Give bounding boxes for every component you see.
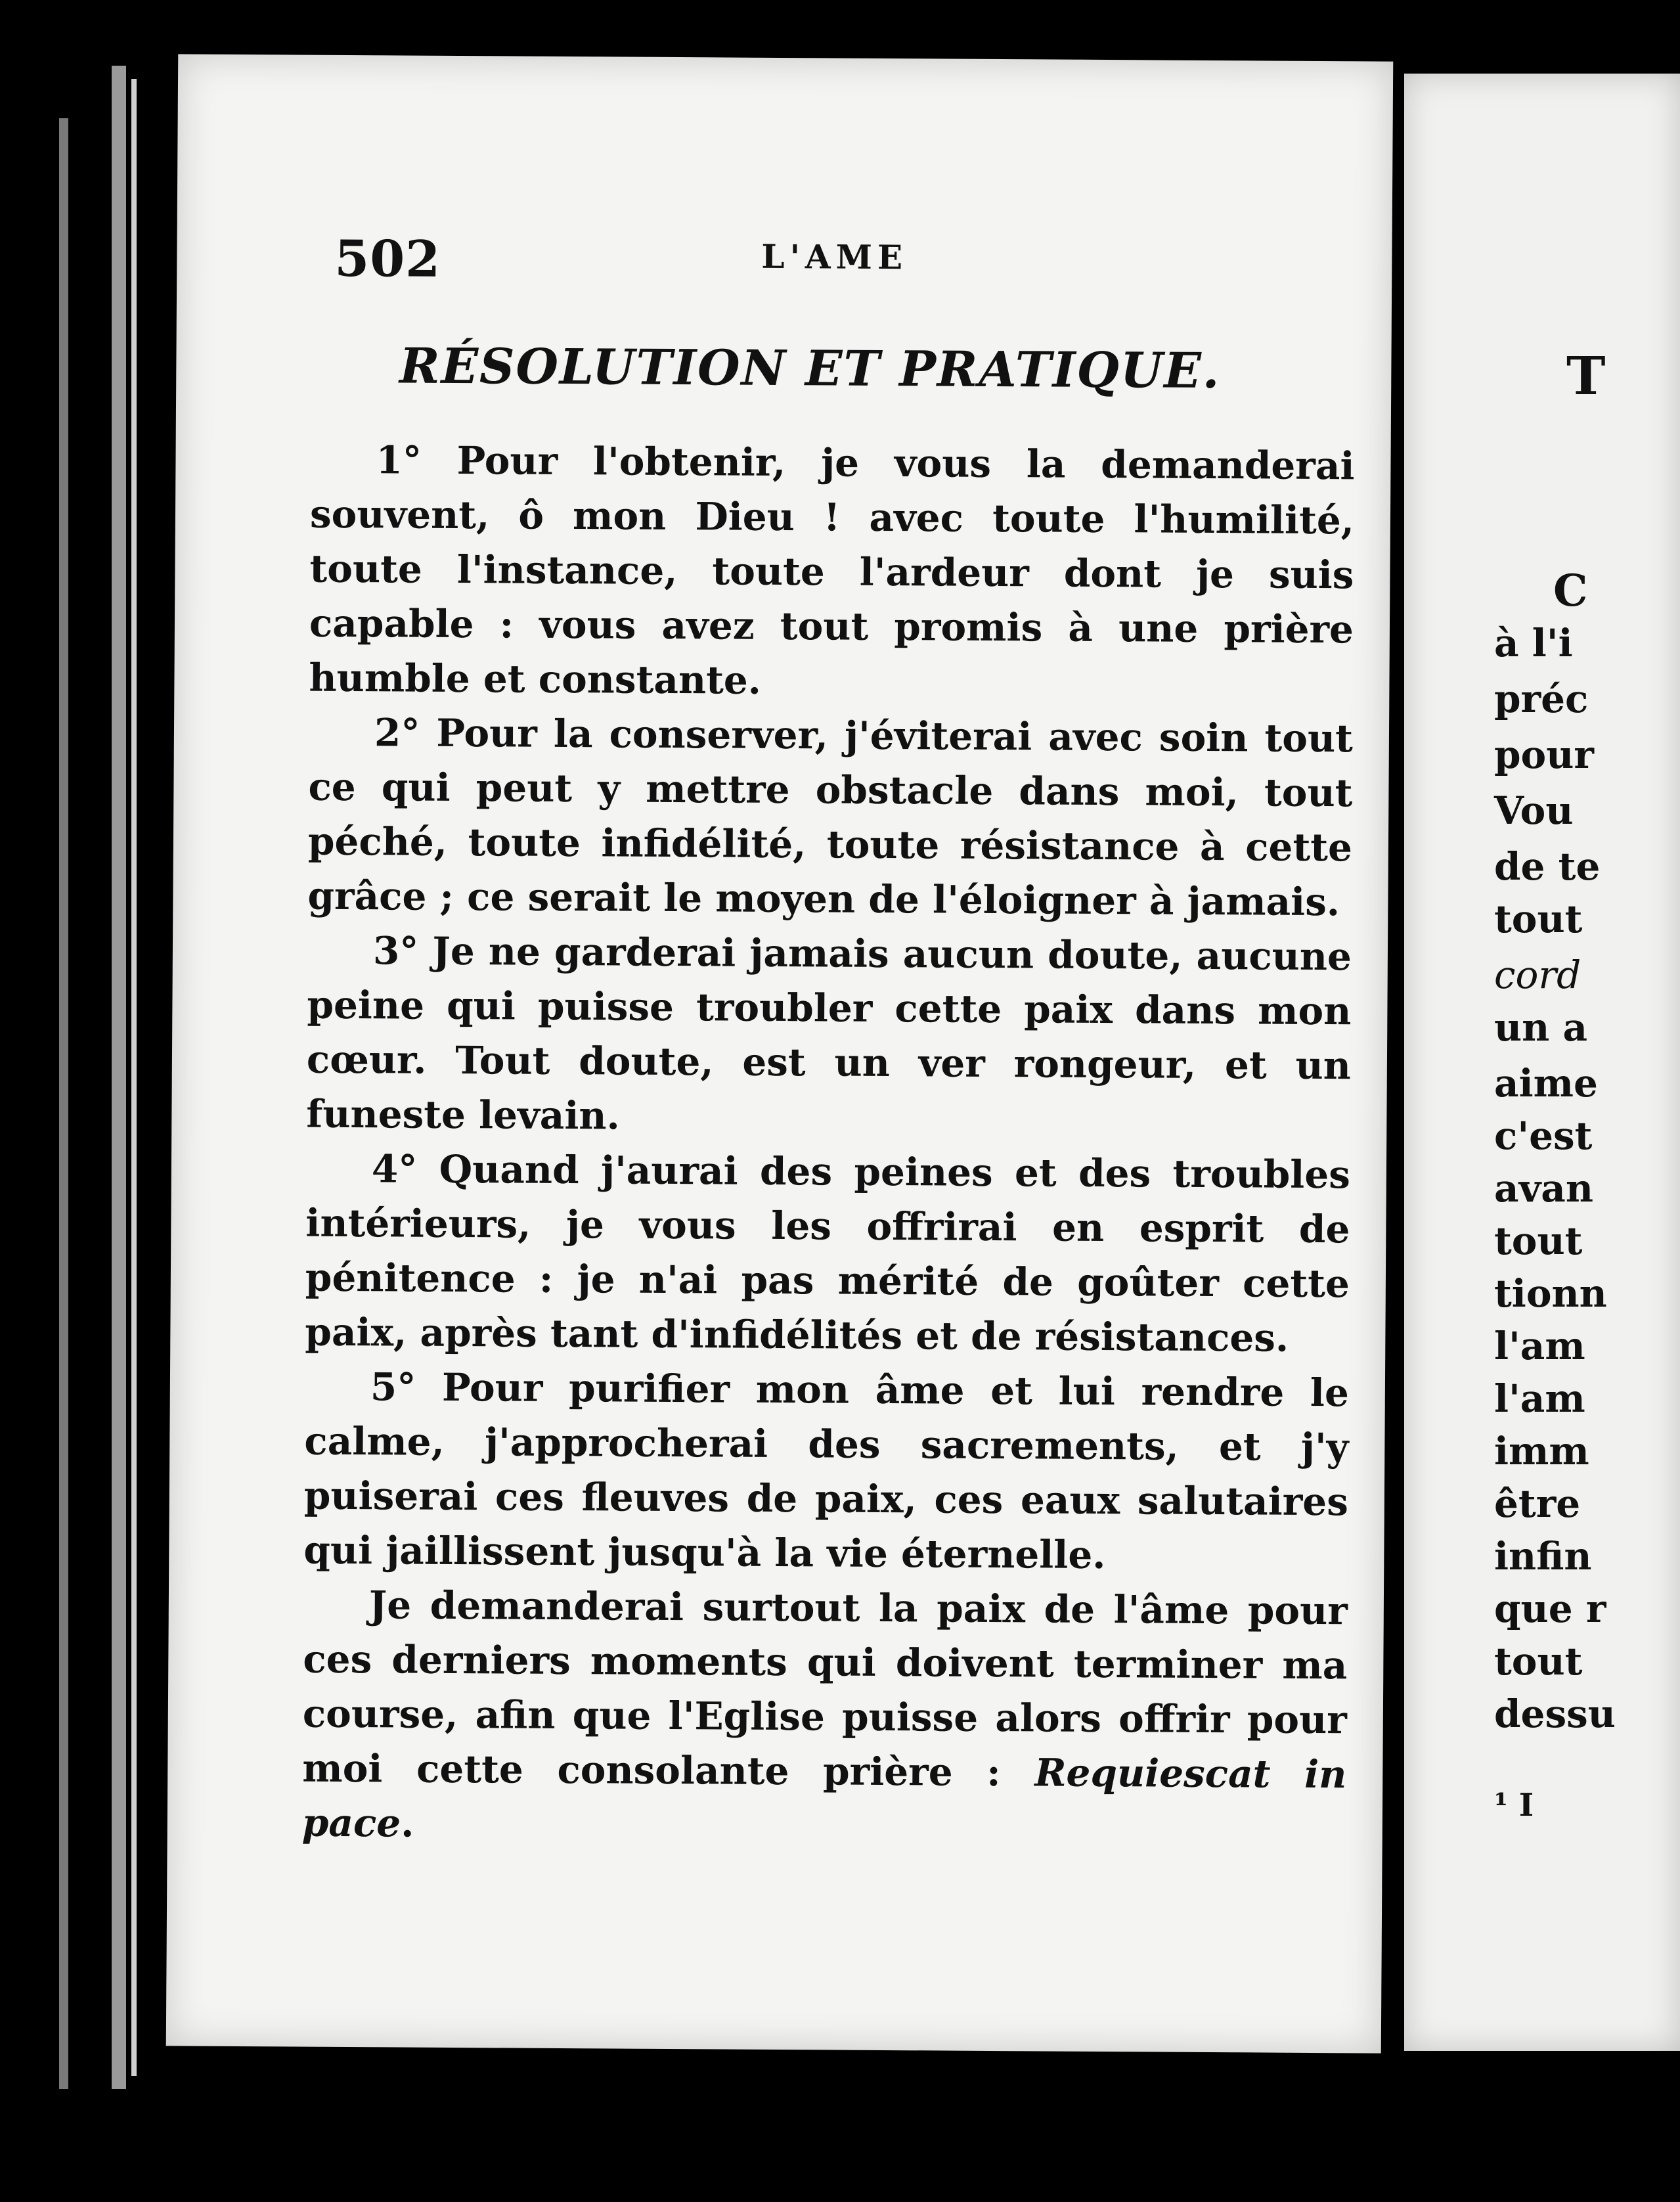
right-fragment: de te xyxy=(1494,844,1601,889)
right-fragment: être xyxy=(1494,1481,1581,1526)
running-head xyxy=(177,228,1392,314)
section-title: RÉSOLUTION ET PRATIQUE. xyxy=(399,338,1221,400)
right-fragment: Vou xyxy=(1494,788,1574,833)
right-fragment: à l'i xyxy=(1494,621,1573,665)
final-period: . xyxy=(400,1801,414,1846)
paragraph-5: 5° Pour purifier mon âme et lui rendre le calme, j'approcherai des sacrements, et j'y puiserai ces fleuves de paix, ces eaux salutaires qui jaillissent jusqu'à la vie éternelle. xyxy=(303,1364,1350,1578)
paragraph-1: 1° Pour l'obtenir, je vous la demanderai souvent, ô mon Dieu ! avec toute l'humilité, toute l'instance, toute l'ardeur dont je suis capable : vous avez tout promis à une prière humble et constante. xyxy=(309,438,1355,703)
right-fragment: préc xyxy=(1494,677,1589,721)
paragraph-3: 3° Je ne garderai jamais aucun doute, aucune peine qui puisse troubler cette paix dans mon cœur. Tout doute, est un ver rongeur, et un funeste levain. xyxy=(306,928,1352,1138)
left-edge-strip xyxy=(59,118,68,2089)
right-fragment: aime xyxy=(1494,1061,1598,1106)
right-fragment: cord xyxy=(1494,953,1581,997)
left-edge-strip-2 xyxy=(112,66,126,2089)
right-fragment: tionn xyxy=(1494,1271,1607,1316)
right-fragment: avan xyxy=(1494,1166,1594,1211)
page-number: 502 xyxy=(334,229,441,288)
right-fragment: tout xyxy=(1494,1639,1583,1684)
right-fragment: pour xyxy=(1494,732,1594,777)
right-fragment: C xyxy=(1553,565,1588,616)
right-fragment: c'est xyxy=(1494,1113,1593,1158)
paragraph-final xyxy=(302,1578,1348,1857)
body-text xyxy=(302,433,1355,1857)
latin-prayer: Requiescat in pace xyxy=(301,1750,1347,1846)
right-footnote-fragment: ¹ I xyxy=(1494,1787,1534,1824)
right-fragment: imm xyxy=(1494,1429,1589,1473)
final-paragraph-text: Je demanderai surtout la paix de l'âme pour ces derniers moments qui doivent terminer ma course, afin que l'Eglise puisse alors offrir pour moi cette consolante prière : xyxy=(302,1583,1348,1795)
running-head-title: L'AME xyxy=(761,236,908,277)
right-fragment: dessu xyxy=(1494,1692,1616,1736)
right-fragment: tout xyxy=(1494,1219,1583,1263)
right-fragment: tout xyxy=(1494,897,1583,941)
paragraph-4: 4° Quand j'aurai des peines et des troubles intérieurs, je vous les offrirai en esprit de pénitence : je n'ai pas mérité de goûter cette paix, après tant d'infidélités et de résistances. xyxy=(305,1146,1351,1360)
left-page xyxy=(166,54,1393,2053)
right-fragment: l'am xyxy=(1494,1376,1585,1421)
right-fragment: que r xyxy=(1494,1586,1606,1631)
left-edge-strip-3 xyxy=(131,79,137,2076)
right-fragment: l'am xyxy=(1494,1324,1585,1368)
right-fragment: un a xyxy=(1494,1005,1588,1050)
right-fragment: infin xyxy=(1494,1534,1592,1579)
paragraph-2: 2° Pour la conserver, j'éviterai avec soin tout ce qui peut y mettre obstacle dans moi, tout péché, toute infidélité, toute résistance à cette grâce ; ce serait le moyen de l'éloigner à jamais. xyxy=(307,710,1354,925)
right-fragment: T xyxy=(1566,345,1606,407)
